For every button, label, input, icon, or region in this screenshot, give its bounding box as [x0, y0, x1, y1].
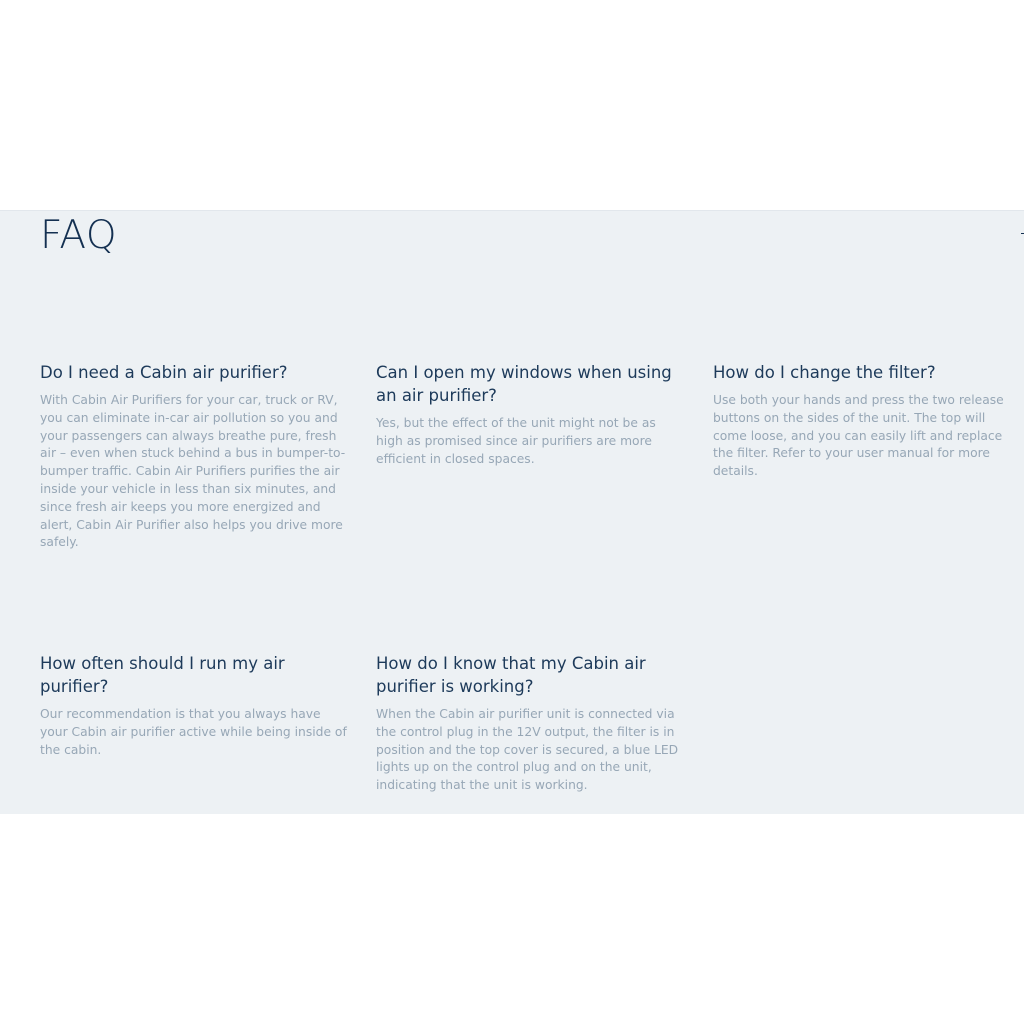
faq-section	[0, 210, 1024, 814]
faq-question: How do I change the filter?	[713, 363, 936, 382]
faq-item-need-purifier	[40, 361, 350, 552]
faq-question: Can I open my windows when using an air purifier?	[376, 363, 672, 405]
faq-item-change-filter	[713, 361, 1013, 481]
faq-item-working-indicator	[376, 652, 686, 795]
faq-answer: With Cabin Air Purifiers for your car, truck or RV, you can eliminate in-car air pollution so you and your passengers can always breathe pure, fresh air – even when stuck behind a bus in bumper-to-bumper traffic. Cabin Air Purifiers purifies the air inside your vehicle in less than six minutes, and since fresh air keeps you more energized and alert, Cabin Air Purifier also helps you drive more safely.	[40, 393, 346, 550]
faq-answer: Use both your hands and press the two release buttons on the sides of the unit. The top will come loose, and you can easily lift and replace the filter. Refer to your user manual for more details.	[713, 393, 1004, 479]
faq-question: How often should I run my air purifier?	[40, 654, 285, 696]
faq-item-open-windows	[376, 361, 686, 468]
faq-item-run-frequency	[40, 652, 350, 759]
faq-answer: Our recommendation is that you always have your Cabin air purifier active while being inside of the cabin.	[40, 707, 347, 757]
faq-title: FAQ	[40, 213, 118, 258]
faq-answer: Yes, but the effect of the unit might not be as high as promised since air purifiers are more efficient in closed spaces.	[376, 416, 656, 466]
faq-answer: When the Cabin air purifier unit is connected via the control plug in the 12V output, the filter is in position and the top cover is secured, a blue LED lights up on the control plug and on the unit, indicating that the unit is working.	[376, 707, 679, 793]
faq-question: Do I need a Cabin air purifier?	[40, 363, 288, 382]
faq-question: How do I know that my Cabin air purifier is working?	[376, 654, 646, 696]
